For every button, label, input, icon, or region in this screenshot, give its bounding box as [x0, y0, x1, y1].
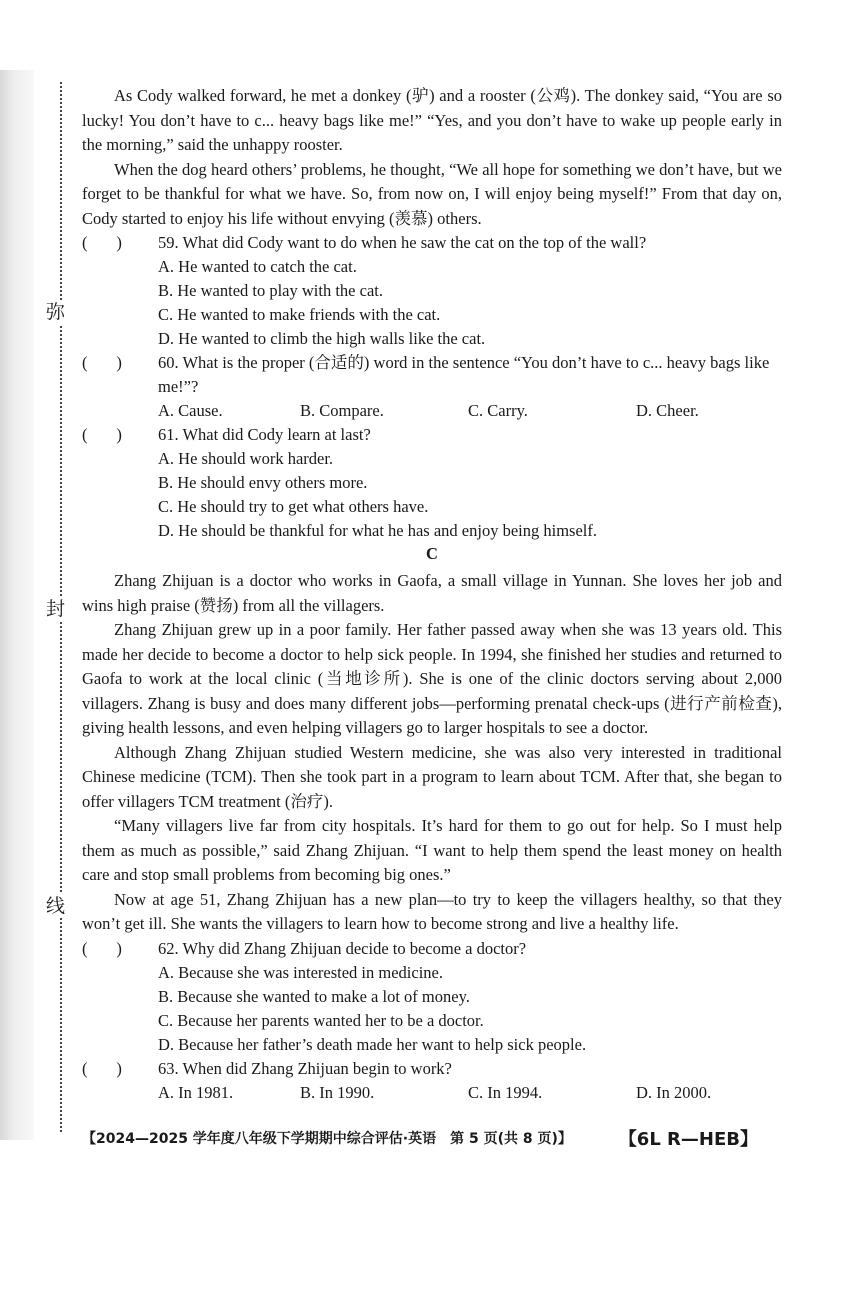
- option-a: A. He should work harder.: [158, 449, 334, 468]
- question-61: [82, 423, 782, 543]
- answer-blank: ( ): [82, 938, 122, 958]
- option-a: A. In 1981.: [158, 1082, 234, 1102]
- question-text: 61. What did Cody learn at last?: [158, 425, 371, 444]
- section-heading-c: C: [426, 544, 438, 563]
- answer-blank: ( ): [82, 425, 122, 444]
- answer-blank: ( ): [82, 233, 122, 252]
- passage-c-paragraph: Now at age 51, Zhang Zhijuan has a new plan—to try to keep the villagers healthy, so that they won’t get ill. She wants the villagers to learn how to become strong and live a healthy life.: [82, 889, 782, 933]
- answer-blank: ( ): [82, 353, 122, 372]
- question-63: [82, 1057, 782, 1105]
- option-d: D. Because her father’s death made her want to help sick people.: [158, 1034, 587, 1054]
- binding-mark-feng: 封: [46, 598, 66, 620]
- question-text: 59. What did Cody want to do when he saw the cat on the top of the wall?: [158, 233, 647, 252]
- option-a: A. He wanted to catch the cat.: [158, 257, 357, 276]
- passage-c-paragraph: Although Zhang Zhijuan studied Western medicine, she was also very interested in traditional Chinese medicine (TCM). Then she took part in a program to learn about TCM. After that, she began to offer villagers TCM treatment (治疗).: [82, 742, 782, 811]
- question-59: [82, 231, 782, 351]
- option-c: C. He should try to get what others have.: [158, 497, 429, 516]
- question-62: [82, 937, 782, 1057]
- binding-mark-mi: 弥: [46, 301, 66, 323]
- question-60: [82, 351, 782, 423]
- option-b: B. He wanted to play with the cat.: [158, 281, 383, 300]
- question-text: 63. When did Zhang Zhijuan begin to work?: [158, 1058, 452, 1078]
- option-d: D. He should be thankful for what he has and enjoy being himself.: [158, 521, 597, 540]
- options-row: [82, 399, 782, 423]
- option-c: C. Carry.: [468, 401, 528, 420]
- option-d: D. He wanted to climb the high walls like the cat.: [158, 329, 486, 348]
- option-c: C. He wanted to make friends with the cat.: [158, 305, 441, 324]
- options-row: [82, 1081, 782, 1105]
- passage-c-paragraph: “Many villagers live far from city hospitals. It’s hard for them to go out for help. So I must help them as much as possible,” said Zhang Zhijuan. “I want to help them spend the least money on health care and stop small problems from becoming big ones.”: [82, 816, 782, 884]
- option-b: B. In 1990.: [300, 1082, 375, 1102]
- option-c: C. In 1994.: [468, 1082, 543, 1102]
- question-text: 60. What is the proper (合适的) word in the sentence “You don’t have to c... heavy bags like me!”?: [158, 353, 770, 396]
- option-a: A. Cause.: [158, 401, 223, 420]
- page-content: [82, 84, 782, 1105]
- page-footer: [82, 1125, 758, 1151]
- option-b: B. Because she wanted to make a lot of money.: [158, 986, 470, 1006]
- option-d: D. Cheer.: [636, 401, 699, 420]
- option-b: B. Compare.: [300, 401, 384, 420]
- footer-exam-info: 【2024—2025 学年度八年级下学期期中综合评估·英语 第 5 页(共 8 页)】: [82, 1131, 572, 1147]
- question-text: 62. Why did Zhang Zhijuan decide to become a doctor?: [158, 938, 527, 958]
- passage-b-paragraph: As Cody walked forward, he met a donkey (驴) and a rooster (公鸡). The donkey said, “You are so lucky! You don’t have to c... heavy bags like me!” “Yes, and you don’t have to wake up people early in the morning,” said the unhappy rooster.: [82, 86, 782, 154]
- page-edge-shadow: [0, 70, 34, 1140]
- answer-blank: ( ): [82, 1058, 122, 1078]
- footer-edition-code: 【6L R—HEB】: [618, 1129, 758, 1150]
- passage-c-paragraph: Zhang Zhijuan is a doctor who works in Gaofa, a small village in Yunnan. She loves her job and wins high praise (赞扬) from all the villagers.: [82, 571, 782, 615]
- option-d: D. In 2000.: [636, 1082, 712, 1102]
- passage-c-paragraph: Zhang Zhijuan grew up in a poor family. Her father passed away when she was 13 years old. This made her decide to become a doctor to help sick people. In 1994, she finished her studies and returned to Gaofa to work at the local clinic (当地诊所). She is one of the clinic doctors serving about 2,000 villagers. Zhang is busy and does many different jobs—performing prenatal check-ups (进行产前检查), giving health lessons, and even helping villagers go to larger hospitals to see a doctor.: [82, 620, 782, 737]
- binding-mark-xian: 线: [46, 895, 66, 917]
- option-a: A. Because she was interested in medicine.: [158, 962, 443, 982]
- option-c: C. Because her parents wanted her to be a doctor.: [158, 1010, 484, 1030]
- option-b: B. He should envy others more.: [158, 473, 368, 492]
- passage-b-paragraph: When the dog heard others’ problems, he thought, “We all hope for something we don’t have, but we forget to be thankful for what we have. So, from now on, I will enjoy being myself!” From that day on, Cody started to enjoy his life without envying (羡慕) others.: [82, 159, 782, 228]
